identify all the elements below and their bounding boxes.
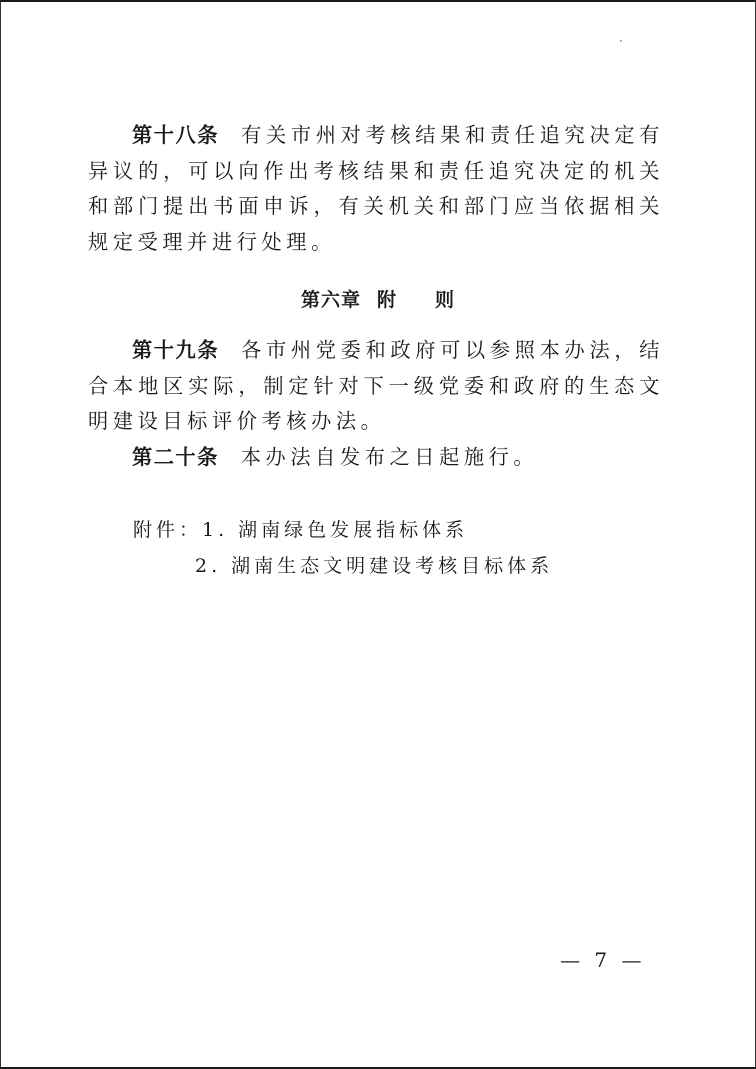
page-edge-left bbox=[0, 2, 1, 1067]
attachment-item-2: 2. 湖南生态文明建设考核目标体系 bbox=[195, 555, 554, 577]
chapter-title-part-1: 附 bbox=[376, 289, 397, 311]
attachment-line-1 bbox=[133, 512, 468, 548]
scan-speck bbox=[620, 40, 622, 42]
page-number: — 7 — bbox=[560, 948, 646, 972]
attachment-line-2 bbox=[195, 548, 553, 584]
attachments-label: 附件： bbox=[133, 519, 203, 541]
article-18-paragraph bbox=[88, 118, 664, 260]
article-19-label: 第十九条 bbox=[132, 338, 220, 362]
chapter-number: 第六章 bbox=[300, 289, 361, 311]
chapter-title-part-2: 则 bbox=[435, 289, 456, 311]
attachment-item-1: 1. 湖南绿色发展指标体系 bbox=[202, 519, 469, 541]
article-20-label: 第二十条 bbox=[132, 445, 219, 469]
article-19-paragraph bbox=[88, 333, 664, 440]
article-18-label: 第十八条 bbox=[132, 123, 220, 147]
article-20-paragraph bbox=[88, 440, 664, 476]
article-18-text: 有关市州对考核结果和责任追究决定有异议的，可以向作出考核结果和责任追究决定的机关和部门提出书面申诉，有关机关和部门应当依据相关规定受理并进行处理。 bbox=[88, 123, 664, 254]
article-19-text: 各市州党委和政府可以参照本办法，结合本地区实际，制定针对下一级党委和政府的生态文明建设目标评价考核办法。 bbox=[88, 338, 664, 433]
article-20-text: 本办法自发布之日起施行。 bbox=[240, 445, 539, 469]
chapter-heading bbox=[0, 285, 756, 312]
